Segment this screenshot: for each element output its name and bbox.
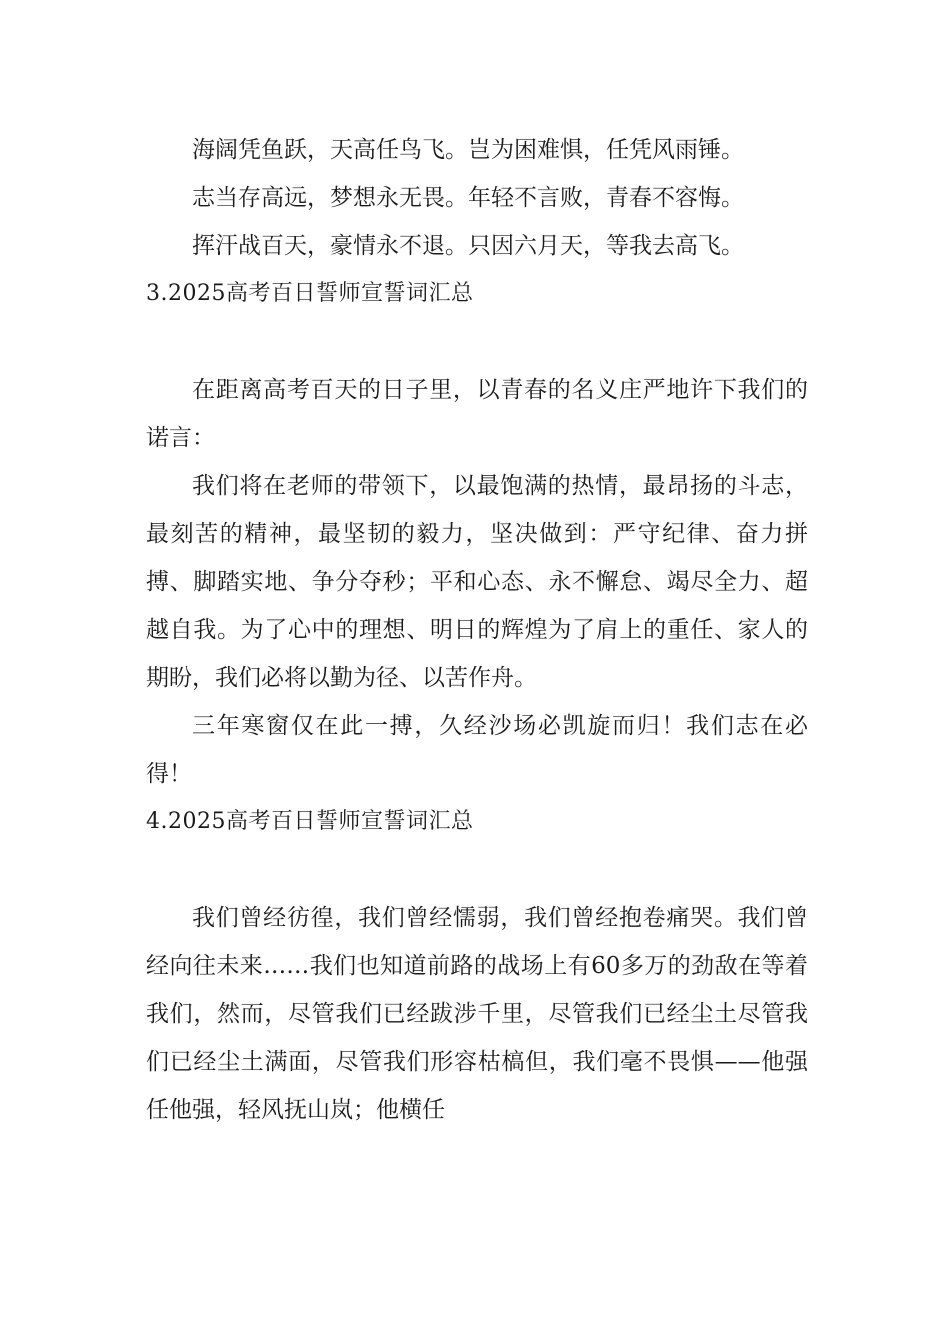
section-4-spacer: [146, 846, 808, 894]
poem-line-1: 海阔凭鱼跃，天高任鸟飞。岂为困难惧，任凭风雨锤。: [192, 137, 744, 163]
section-3-spacer: [146, 318, 808, 366]
section-3-paragraph-3: 三年寒窗仅在此一搏，久经沙场必凯旋而归！我们志在必得！: [146, 713, 808, 787]
document-body: [146, 126, 808, 1134]
section-4-heading: 4.2025高考百日誓师宣誓词汇总: [146, 809, 474, 834]
section-3-heading: 3.2025高考百日誓师宣誓词汇总: [146, 281, 474, 306]
section-3-paragraph-2: 我们将在老师的带领下，以最饱满的热情，最昂扬的斗志，最刻苦的精神，最坚韧的毅力，坚决做到：严守纪律、奋力拼搏、脚踏实地、争分夺秒；平和心态、永不懈怠、竭尽全力、超越自我。为了心中的理想、明日的辉煌为了肩上的重任、家人的期盼，我们必将以勤为径、以苦作舟。: [146, 473, 808, 691]
section-4-paragraph-1: 我们曾经彷徨，我们曾经懦弱，我们曾经抱卷痛哭。我们曾经向往未来……我们也知道前路的战场上有60多万的劲敌在等着我们，然而，尽管我们已经跋涉千里，尽管我们已经尘土尽管我们已经尘土满面，尽管我们形容枯槁但，我们毫不畏惧——他强任他强，轻风抚山岚；他横任: [146, 905, 808, 1123]
poem-line-3: 挥汗战百天，豪情永不退。只因六月天，等我去高飞。: [192, 233, 744, 259]
poem-line-2: 志当存高远，梦想永无畏。年轻不言败，青春不容悔。: [192, 185, 744, 211]
section-3-paragraph-1: 在距离高考百天的日子里，以青春的名义庄严地许下我们的诺言：: [146, 377, 808, 451]
